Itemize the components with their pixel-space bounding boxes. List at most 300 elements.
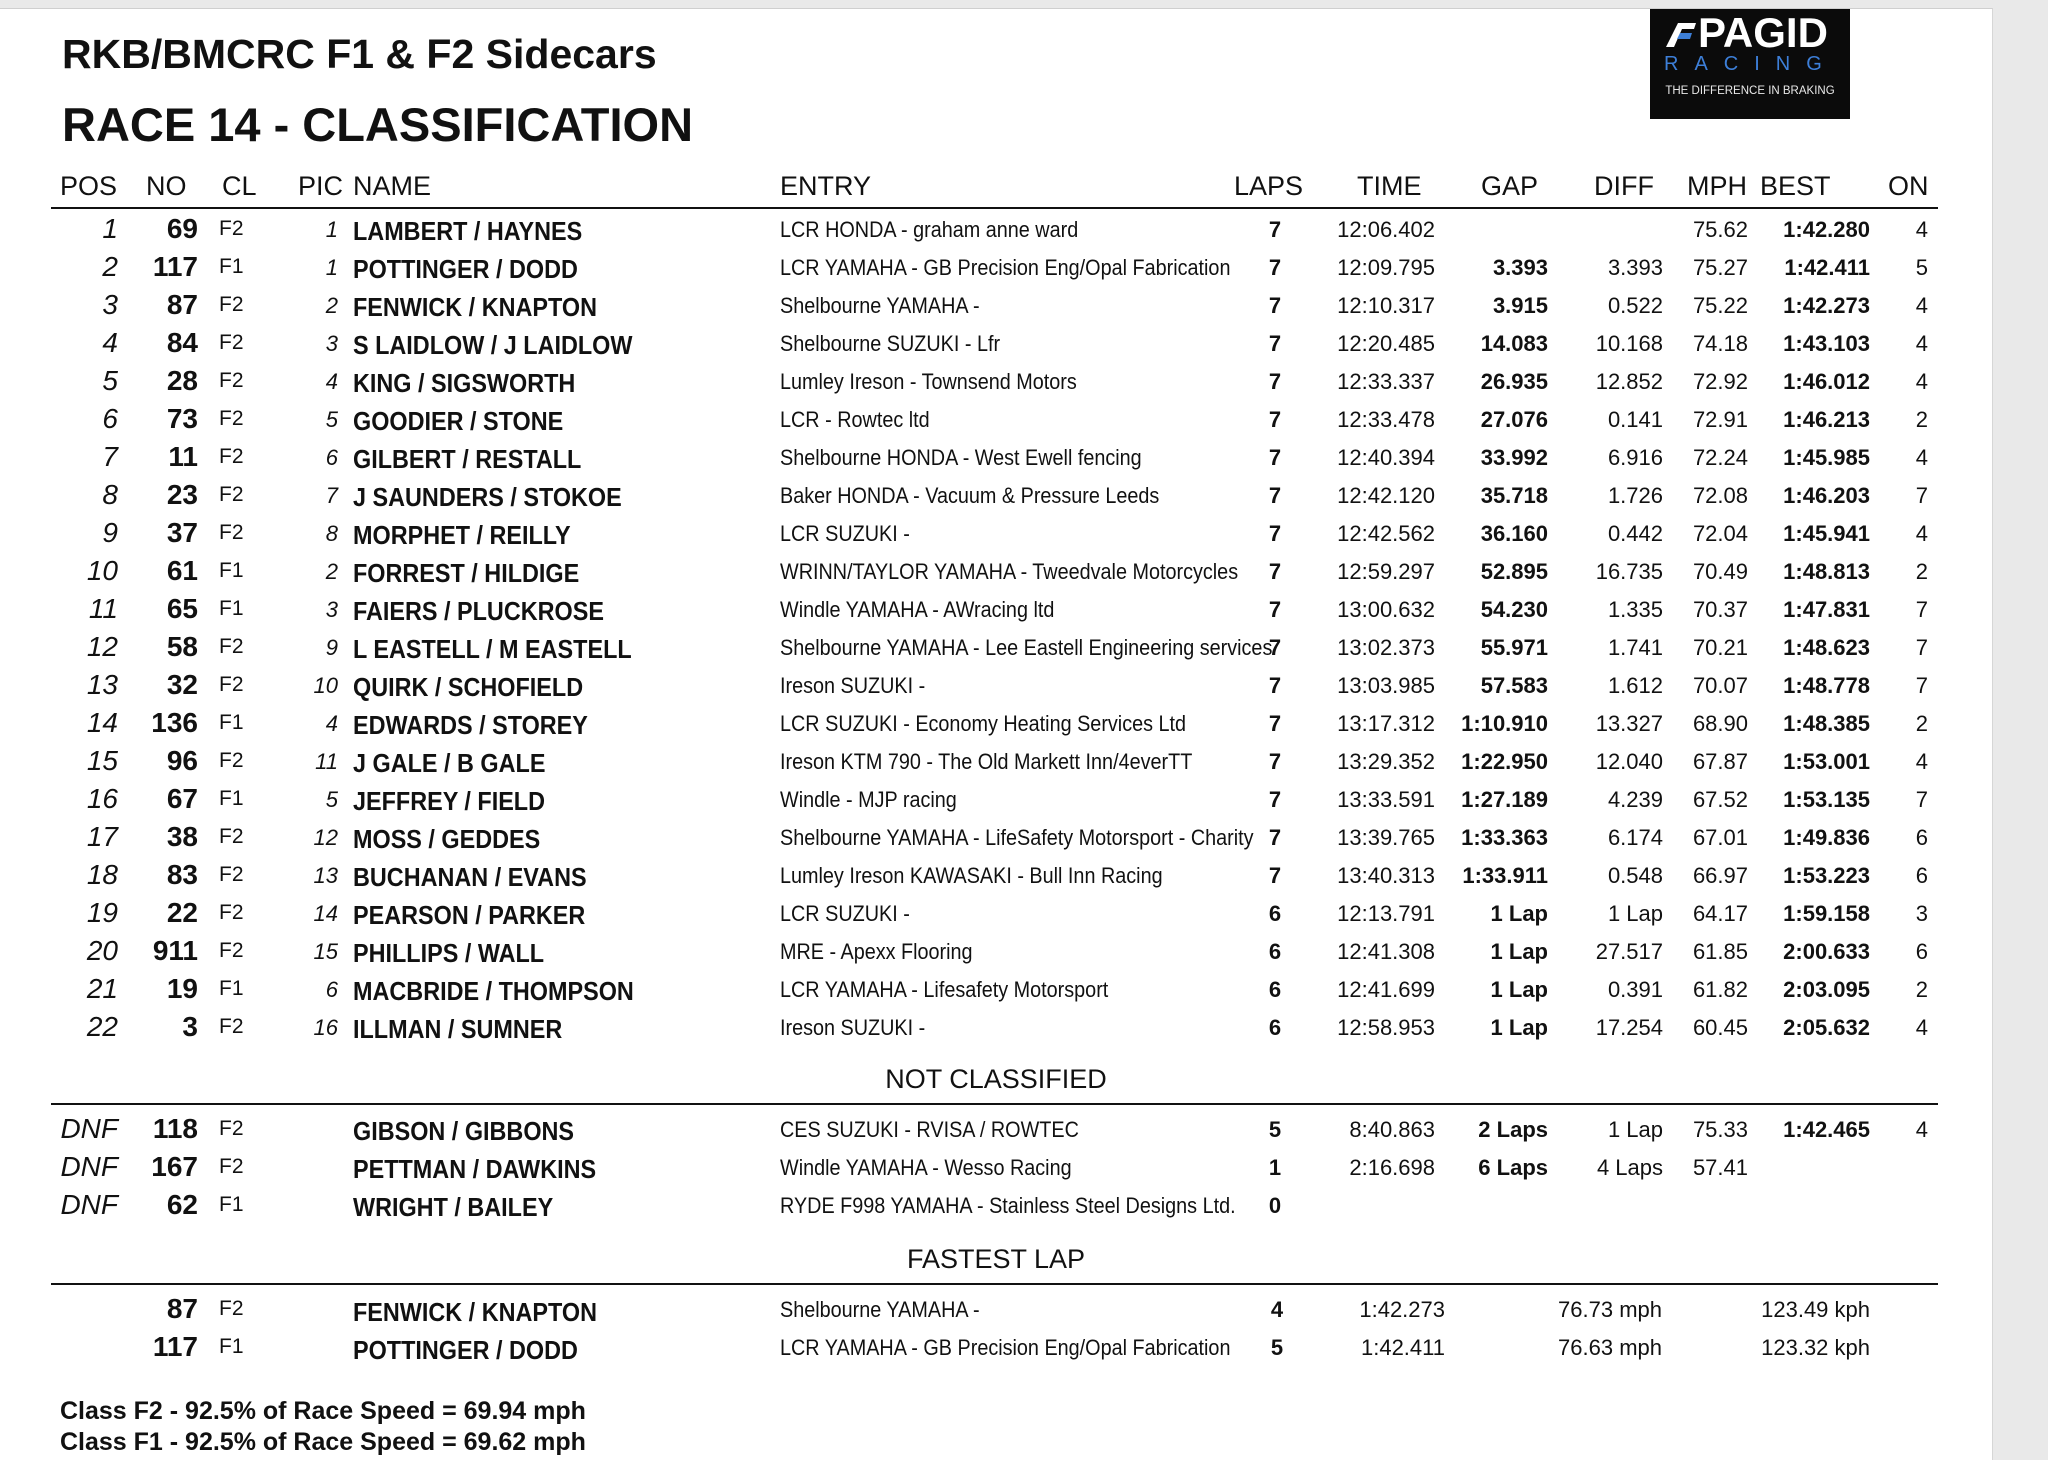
mph-cell: 74.18 xyxy=(1692,331,1748,356)
lap-time-cell: 1:42.411 xyxy=(1360,1335,1445,1360)
laps-cell: 7 xyxy=(1268,445,1282,470)
position-cell: 9 xyxy=(102,517,118,548)
position-cell: 13 xyxy=(86,669,118,700)
mph-cell: 75.27 xyxy=(1692,255,1748,280)
best-on-lap-cell: 6 xyxy=(1915,825,1928,850)
position-cell: 4 xyxy=(102,327,118,358)
laps-cell: 6 xyxy=(1268,977,1282,1002)
laps-cell: 7 xyxy=(1268,749,1282,774)
position-cell: 22 xyxy=(86,1011,118,1042)
time-cell: 2:16.698 xyxy=(1349,1155,1435,1180)
number-cell: 136 xyxy=(151,707,198,738)
place-in-class-cell: 1 xyxy=(325,255,338,280)
header-rule xyxy=(51,207,1938,209)
best-on-lap-cell: 4 xyxy=(1915,369,1928,394)
time-cell: 12:09.795 xyxy=(1337,255,1435,280)
riders-cell: GIBSON / GIBBONS xyxy=(353,1116,575,1146)
entry-cell: Ireson SUZUKI - xyxy=(780,673,926,698)
position-cell: 7 xyxy=(102,441,118,472)
time-cell: 12:13.791 xyxy=(1337,901,1435,926)
time-cell: 12:06.402 xyxy=(1337,217,1435,242)
class-cell: F2 xyxy=(219,1117,244,1140)
number-cell: 61 xyxy=(166,555,198,586)
diff-cell: 0.391 xyxy=(1607,977,1663,1002)
number-cell: 911 xyxy=(152,935,198,966)
position-cell: 21 xyxy=(86,973,118,1004)
best-lap-cell: 1:42.411 xyxy=(1784,255,1870,280)
place-in-class-cell: 4 xyxy=(325,711,338,736)
best-lap-cell: 1:48.623 xyxy=(1783,635,1870,660)
number-cell: 87 xyxy=(166,1293,198,1324)
class-cell: F2 xyxy=(219,673,244,696)
best-lap-cell: 1:43.103 xyxy=(1783,331,1870,356)
position-cell: 2 xyxy=(102,251,118,282)
mph-cell: 67.01 xyxy=(1692,825,1748,850)
number-cell: 65 xyxy=(166,593,198,624)
gap-cell: 1:22.950 xyxy=(1461,749,1548,774)
gap-cell: 1:10.910 xyxy=(1461,711,1548,736)
entry-cell: LCR SUZUKI - xyxy=(780,901,910,926)
mph-cell: 70.21 xyxy=(1692,635,1748,660)
number-cell: 69 xyxy=(166,213,198,244)
mph-cell: 64.17 xyxy=(1692,901,1748,926)
entry-cell: LCR YAMAHA - Lifesafety Motorsport xyxy=(780,977,1109,1002)
riders-cell: J GALE / B GALE xyxy=(353,748,546,778)
class-cell: F2 xyxy=(219,1155,244,1178)
gap-cell: 2 Laps xyxy=(1478,1117,1548,1142)
place-in-class-cell: 5 xyxy=(325,407,338,432)
riders-cell: FENWICK / KNAPTON xyxy=(353,292,597,322)
entry-cell: LCR SUZUKI - Economy Heating Services Ltd xyxy=(780,711,1187,736)
best-on-lap-cell: 7 xyxy=(1915,483,1928,508)
mph-cell: 75.33 xyxy=(1692,1117,1748,1142)
riders-cell: MORPHET / REILLY xyxy=(353,520,571,550)
diff-cell: 27.517 xyxy=(1595,939,1663,964)
entry-cell: Shelbourne YAMAHA - xyxy=(780,293,980,318)
riders-cell: FENWICK / KNAPTON xyxy=(353,1297,597,1327)
mph-cell: 70.37 xyxy=(1692,597,1748,622)
lap-cell: 5 xyxy=(1270,1335,1284,1360)
time-cell: 13:39.765 xyxy=(1337,825,1435,850)
not-classified-rule xyxy=(51,1103,1938,1105)
laps-cell: 6 xyxy=(1268,1015,1282,1040)
diff-cell: 0.442 xyxy=(1607,521,1663,546)
speed-kph-cell: 123.49 kph xyxy=(1761,1297,1870,1322)
best-on-lap-cell: 4 xyxy=(1915,521,1928,546)
gap-cell: 14.083 xyxy=(1480,331,1548,356)
best-on-lap-cell: 7 xyxy=(1915,635,1928,660)
place-in-class-cell: 6 xyxy=(325,445,338,470)
col-laps: LAPS xyxy=(1234,171,1304,201)
best-lap-cell: 1:45.941 xyxy=(1783,521,1870,546)
place-in-class-cell: 9 xyxy=(325,635,338,660)
best-on-lap-cell: 3 xyxy=(1915,901,1928,926)
place-in-class-cell: 7 xyxy=(325,483,338,508)
laps-cell: 7 xyxy=(1268,521,1282,546)
number-cell: 117 xyxy=(152,1331,198,1362)
gap-cell: 33.992 xyxy=(1480,445,1548,470)
sponsor-logo xyxy=(1650,9,1850,119)
number-cell: 117 xyxy=(152,251,198,282)
riders-cell: MOSS / GEDDES xyxy=(353,824,541,854)
position-cell: 16 xyxy=(86,783,118,814)
position-cell: 14 xyxy=(86,707,118,738)
place-in-class-cell: 12 xyxy=(313,825,338,850)
position-cell: 8 xyxy=(102,479,118,510)
best-lap-cell: 1:48.385 xyxy=(1783,711,1870,736)
best-on-lap-cell: 6 xyxy=(1915,939,1928,964)
riders-cell: S LAIDLOW / J LAIDLOW xyxy=(353,330,633,360)
gap-cell: 1 Lap xyxy=(1490,939,1548,964)
number-cell: 11 xyxy=(168,441,198,472)
best-on-lap-cell: 7 xyxy=(1915,673,1928,698)
diff-cell: 1.726 xyxy=(1607,483,1663,508)
place-in-class-cell: 11 xyxy=(315,749,338,774)
riders-cell: POTTINGER / DODD xyxy=(353,1335,578,1365)
riders-cell: GILBERT / RESTALL xyxy=(353,444,582,474)
time-cell: 12:33.337 xyxy=(1337,369,1435,394)
position-cell: 17 xyxy=(86,821,118,852)
time-cell: 13:29.352 xyxy=(1337,749,1435,774)
diff-cell: 1.612 xyxy=(1607,673,1663,698)
entry-cell: MRE - Apexx Flooring xyxy=(780,939,973,964)
position-cell: DNF xyxy=(60,1151,118,1182)
class-cell: F2 xyxy=(219,863,244,886)
best-on-lap-cell: 7 xyxy=(1915,787,1928,812)
diff-cell: 1 Lap xyxy=(1607,901,1663,926)
best-on-lap-cell: 4 xyxy=(1915,217,1928,242)
class-cell: F1 xyxy=(219,711,244,734)
gap-cell: 36.160 xyxy=(1480,521,1548,546)
number-cell: 118 xyxy=(152,1113,198,1144)
class-cell: F1 xyxy=(219,559,244,582)
time-cell: 12:10.317 xyxy=(1337,293,1435,318)
laps-cell: 7 xyxy=(1268,369,1282,394)
entry-cell: Shelbourne YAMAHA - xyxy=(780,1297,980,1322)
laps-cell: 7 xyxy=(1268,863,1282,888)
best-lap-cell: 1:46.203 xyxy=(1783,483,1870,508)
place-in-class-cell: 1 xyxy=(325,217,338,242)
position-cell: 1 xyxy=(102,213,118,244)
place-in-class-cell: 4 xyxy=(325,369,338,394)
mph-cell: 67.87 xyxy=(1692,749,1748,774)
class-cell: F2 xyxy=(219,521,244,544)
riders-cell: BUCHANAN / EVANS xyxy=(353,862,587,892)
riders-cell: J SAUNDERS / STOKOE xyxy=(353,482,622,512)
number-cell: 22 xyxy=(166,897,198,928)
class-cell: F2 xyxy=(219,445,244,468)
mph-cell: 60.45 xyxy=(1692,1015,1748,1040)
class-cell: F2 xyxy=(219,331,244,354)
event-title: RKB/BMCRC F1 & F2 Sidecars xyxy=(62,31,657,77)
riders-cell: MACBRIDE / THOMPSON xyxy=(353,976,634,1006)
place-in-class-cell: 10 xyxy=(313,673,338,698)
position-cell: DNF xyxy=(60,1113,118,1144)
pagid-logo-mark-icon xyxy=(1664,19,1698,49)
gap-cell: 3.393 xyxy=(1492,255,1548,280)
diff-cell: 10.168 xyxy=(1595,331,1663,356)
entry-cell: LCR YAMAHA - GB Precision Eng/Opal Fabrication xyxy=(780,1335,1231,1360)
place-in-class-cell: 16 xyxy=(313,1015,338,1040)
col-best: BEST xyxy=(1760,171,1831,201)
mph-cell: 61.85 xyxy=(1692,939,1748,964)
best-on-lap-cell: 2 xyxy=(1915,407,1928,432)
best-on-lap-cell: 2 xyxy=(1915,559,1928,584)
time-cell: 12:58.953 xyxy=(1337,1015,1435,1040)
number-cell: 62 xyxy=(166,1189,198,1220)
entry-cell: LCR - Rowtec ltd xyxy=(780,407,930,432)
entry-cell: LCR HONDA - graham anne ward xyxy=(780,217,1079,242)
best-on-lap-cell: 4 xyxy=(1915,331,1928,356)
riders-cell: PETTMAN / DAWKINS xyxy=(353,1154,597,1184)
best-lap-cell: 2:03.095 xyxy=(1783,977,1870,1002)
mph-cell: 70.49 xyxy=(1692,559,1748,584)
place-in-class-cell: 6 xyxy=(325,977,338,1002)
class-cell: F1 xyxy=(219,787,244,810)
entry-cell: Shelbourne SUZUKI - Lfr xyxy=(780,331,1001,356)
speed-mph-cell: 76.63 mph xyxy=(1558,1335,1662,1360)
entry-cell: CES SUZUKI - RVISA / ROWTEC xyxy=(780,1117,1079,1142)
laps-cell: 7 xyxy=(1268,635,1282,660)
laps-cell: 7 xyxy=(1268,559,1282,584)
gap-cell: 1:33.911 xyxy=(1462,863,1548,888)
footnote-f1: Class F1 - 92.5% of Race Speed = 69.62 mph xyxy=(60,1428,586,1456)
best-on-lap-cell: 2 xyxy=(1915,711,1928,736)
mph-cell: 68.90 xyxy=(1692,711,1748,736)
class-cell: F2 xyxy=(219,369,244,392)
position-cell: 5 xyxy=(102,365,118,396)
time-cell: 13:33.591 xyxy=(1337,787,1435,812)
gap-cell: 1:27.189 xyxy=(1461,787,1548,812)
diff-cell: 4 Laps xyxy=(1596,1155,1663,1180)
time-cell: 13:03.985 xyxy=(1337,673,1435,698)
best-lap-cell: 1:42.280 xyxy=(1783,217,1870,242)
position-cell: 15 xyxy=(86,745,118,776)
number-cell: 32 xyxy=(166,669,198,700)
best-on-lap-cell: 4 xyxy=(1915,293,1928,318)
place-in-class-cell: 13 xyxy=(313,863,338,888)
best-lap-cell: 1:42.273 xyxy=(1783,293,1870,318)
entry-cell: LCR YAMAHA - GB Precision Eng/Opal Fabrication xyxy=(780,255,1231,280)
gap-cell: 1:33.363 xyxy=(1461,825,1548,850)
best-on-lap-cell: 2 xyxy=(1915,977,1928,1002)
diff-cell: 12.040 xyxy=(1595,749,1663,774)
entry-cell: Lumley Ireson - Townsend Motors xyxy=(780,369,1077,394)
diff-cell: 1 Lap xyxy=(1607,1117,1663,1142)
number-cell: 28 xyxy=(166,365,198,396)
place-in-class-cell: 3 xyxy=(325,597,338,622)
class-cell: F2 xyxy=(219,1015,244,1038)
diff-cell: 12.852 xyxy=(1595,369,1663,394)
entry-cell: Shelbourne YAMAHA - LifeSafety Motorsport - Charity xyxy=(780,825,1254,850)
number-cell: 38 xyxy=(166,821,198,852)
riders-cell: ILLMAN / SUMNER xyxy=(353,1014,563,1044)
gap-cell: 54.230 xyxy=(1480,597,1548,622)
mph-cell: 72.92 xyxy=(1692,369,1748,394)
class-cell: F2 xyxy=(219,901,244,924)
entry-cell: LCR SUZUKI - xyxy=(780,521,910,546)
diff-cell: 4.239 xyxy=(1607,787,1663,812)
speed-kph-cell: 123.32 kph xyxy=(1761,1335,1870,1360)
number-cell: 23 xyxy=(166,479,198,510)
fastest-lap-rule xyxy=(51,1283,1938,1285)
col-no: NO xyxy=(146,171,187,201)
class-cell: F2 xyxy=(219,483,244,506)
diff-cell: 0.522 xyxy=(1607,293,1663,318)
time-cell: 8:40.863 xyxy=(1349,1117,1435,1142)
logo-brand: PAGID xyxy=(1698,9,1828,56)
best-on-lap-cell: 4 xyxy=(1915,1117,1928,1142)
class-cell: F2 xyxy=(219,407,244,430)
col-cl: CL xyxy=(222,171,257,201)
gap-cell: 1 Lap xyxy=(1490,977,1548,1002)
entry-cell: Windle - MJP racing xyxy=(780,787,957,812)
diff-cell: 17.254 xyxy=(1595,1015,1663,1040)
time-cell: 12:33.478 xyxy=(1337,407,1435,432)
best-lap-cell: 1:42.465 xyxy=(1783,1117,1870,1142)
time-cell: 13:40.313 xyxy=(1337,863,1435,888)
number-cell: 96 xyxy=(166,745,198,776)
time-cell: 12:59.297 xyxy=(1337,559,1435,584)
footnote-f2: Class F2 - 92.5% of Race Speed = 69.94 mph xyxy=(60,1397,586,1425)
laps-cell: 1 xyxy=(1268,1155,1282,1180)
class-cell: F2 xyxy=(219,1297,244,1320)
laps-cell: 7 xyxy=(1268,711,1282,736)
time-cell: 12:42.562 xyxy=(1337,521,1435,546)
position-cell: 6 xyxy=(102,403,118,434)
laps-cell: 7 xyxy=(1268,673,1282,698)
best-on-lap-cell: 4 xyxy=(1915,749,1928,774)
riders-cell: FAIERS / PLUCKROSE xyxy=(353,596,604,626)
best-on-lap-cell: 7 xyxy=(1915,597,1928,622)
laps-cell: 7 xyxy=(1268,787,1282,812)
number-cell: 67 xyxy=(166,783,198,814)
page-title: RACE 14 - CLASSIFICATION xyxy=(62,98,694,151)
riders-cell: JEFFREY / FIELD xyxy=(353,786,546,816)
mph-cell: 66.97 xyxy=(1692,863,1748,888)
best-on-lap-cell: 4 xyxy=(1915,1015,1928,1040)
number-cell: 37 xyxy=(166,517,198,548)
position-cell: 18 xyxy=(86,859,118,890)
number-cell: 84 xyxy=(166,327,198,358)
best-on-lap-cell: 4 xyxy=(1915,445,1928,470)
riders-cell: LAMBERT / HAYNES xyxy=(353,216,583,246)
gap-cell: 6 Laps xyxy=(1478,1155,1548,1180)
mph-cell: 61.82 xyxy=(1692,977,1748,1002)
mph-cell: 67.52 xyxy=(1692,787,1748,812)
riders-cell: KING / SIGSWORTH xyxy=(353,368,576,398)
laps-cell: 0 xyxy=(1268,1193,1282,1218)
class-cell: F1 xyxy=(219,1193,244,1216)
laps-cell: 7 xyxy=(1268,483,1282,508)
laps-cell: 7 xyxy=(1268,293,1282,318)
diff-cell: 1.741 xyxy=(1607,635,1663,660)
col-name: NAME xyxy=(353,171,432,201)
gap-cell: 3.915 xyxy=(1492,293,1548,318)
place-in-class-cell: 14 xyxy=(313,901,338,926)
best-lap-cell: 1:45.985 xyxy=(1783,445,1870,470)
time-cell: 12:41.699 xyxy=(1337,977,1435,1002)
best-lap-cell: 2:00.633 xyxy=(1783,939,1870,964)
class-cell: F1 xyxy=(219,977,244,1000)
entry-cell: Lumley Ireson KAWASAKI - Bull Inn Racing xyxy=(780,863,1163,888)
col-gap: GAP xyxy=(1481,171,1539,201)
not-classified-heading: NOT CLASSIFIED xyxy=(885,1064,1107,1094)
riders-cell: FORREST / HILDIGE xyxy=(353,558,580,588)
mph-cell: 72.91 xyxy=(1692,407,1748,432)
class-cell: F2 xyxy=(219,749,244,772)
position-cell: 10 xyxy=(86,555,118,586)
best-lap-cell: 1:59.158 xyxy=(1783,901,1870,926)
position-cell: 12 xyxy=(86,631,118,662)
position-cell: 3 xyxy=(102,289,118,320)
laps-cell: 7 xyxy=(1268,255,1282,280)
entry-cell: Shelbourne HONDA - West Ewell fencing xyxy=(780,445,1142,470)
number-cell: 167 xyxy=(151,1151,198,1182)
number-cell: 3 xyxy=(182,1011,198,1042)
gap-cell: 1 Lap xyxy=(1490,1015,1548,1040)
mph-cell: 72.08 xyxy=(1692,483,1748,508)
number-cell: 19 xyxy=(166,973,198,1004)
col-time: TIME xyxy=(1357,171,1422,201)
riders-cell: POTTINGER / DODD xyxy=(353,254,578,284)
place-in-class-cell: 8 xyxy=(325,521,338,546)
diff-cell: 13.327 xyxy=(1595,711,1663,736)
class-cell: F2 xyxy=(219,825,244,848)
number-cell: 83 xyxy=(166,859,198,890)
best-on-lap-cell: 5 xyxy=(1915,255,1928,280)
place-in-class-cell: 5 xyxy=(325,787,338,812)
col-pic: PIC xyxy=(298,171,344,201)
mph-cell: 72.04 xyxy=(1692,521,1748,546)
laps-cell: 6 xyxy=(1268,901,1282,926)
diff-cell: 6.916 xyxy=(1607,445,1663,470)
laps-cell: 7 xyxy=(1268,217,1282,242)
riders-cell: L EASTELL / M EASTELL xyxy=(353,634,632,664)
lap-time-cell: 1:42.273 xyxy=(1359,1297,1445,1322)
diff-cell: 3.393 xyxy=(1607,255,1663,280)
time-cell: 12:41.308 xyxy=(1337,939,1435,964)
position-cell: DNF xyxy=(60,1189,118,1220)
time-cell: 12:40.394 xyxy=(1337,445,1435,470)
mph-cell: 75.62 xyxy=(1692,217,1748,242)
entry-cell: Shelbourne YAMAHA - Lee Eastell Engineering services xyxy=(780,635,1273,660)
entry-cell: RYDE F998 YAMAHA - Stainless Steel Designs Ltd. xyxy=(780,1193,1236,1218)
riders-cell: WRIGHT / BAILEY xyxy=(353,1192,554,1222)
best-lap-cell: 1:48.813 xyxy=(1783,559,1870,584)
place-in-class-cell: 2 xyxy=(325,559,338,584)
laps-cell: 5 xyxy=(1268,1117,1282,1142)
best-on-lap-cell: 6 xyxy=(1915,863,1928,888)
diff-cell: 16.735 xyxy=(1595,559,1663,584)
mph-cell: 57.41 xyxy=(1692,1155,1748,1180)
entry-cell: Windle YAMAHA - AWracing ltd xyxy=(780,597,1055,622)
riders-cell: PHILLIPS / WALL xyxy=(353,938,545,968)
results-sheet xyxy=(0,8,1993,1460)
gap-cell: 55.971 xyxy=(1480,635,1548,660)
diff-cell: 6.174 xyxy=(1607,825,1663,850)
gap-cell: 52.895 xyxy=(1480,559,1548,584)
class-cell: F1 xyxy=(219,255,244,278)
riders-cell: QUIRK / SCHOFIELD xyxy=(353,672,584,702)
best-lap-cell: 1:53.135 xyxy=(1783,787,1870,812)
riders-cell: GOODIER / STONE xyxy=(353,406,564,436)
number-cell: 58 xyxy=(166,631,198,662)
best-lap-cell: 1:47.831 xyxy=(1783,597,1870,622)
entry-cell: Windle YAMAHA - Wesso Racing xyxy=(780,1155,1072,1180)
best-lap-cell: 1:49.836 xyxy=(1783,825,1870,850)
laps-cell: 6 xyxy=(1268,939,1282,964)
